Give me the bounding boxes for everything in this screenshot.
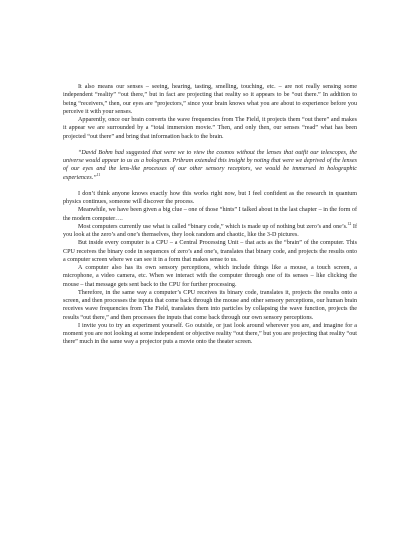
document-page <box>63 83 357 347</box>
footnote-marker: 11 <box>96 172 101 177</box>
paragraph-experiment: I invite you to try an experiment yourself. Go outside, or just look around wherever you are, and imagine for a moment you are not looking at some independent or objective reality “out there,” but you are projecting that reality “out there” much in the same way a projector puts a movie onto the theater screen. <box>63 322 357 346</box>
quote-text: “David Bohm had suggested that were we to view the cosmos without the lenses that outfit our telescopes, the universe would appear to us as a hologram. Pribram extended this insight by noting that were we deprived of the lenses of our eyes and the lens-like processes of our other sensory receptors, we would be immersed in holographic experiences.” <box>63 149 357 181</box>
binary-code-text-before: Most computers currently use what is called “binary code,” which is made up of nothing but zero’s and one’s. <box>78 223 348 230</box>
footnote-marker: 12 <box>347 221 352 226</box>
paragraph-brain-analogy: Therefore, in the same way a computer’s CPU receives its binary code, translates it, projects the results onto a screen, and then processes the inputs that come back through the mouse and other sensory perceptions, our human brain receives wave frequencies from The Field, translates them into particles by collapsing the wave function, projects the results “out there,” and then processes the inputs that come back through our own sensory perceptions. <box>63 289 357 321</box>
binary-code-text-after: If you look at the zero’s and one’s themselves, they look random and chaotic, like the 3-D pictures. <box>63 223 357 238</box>
paragraph-big-clue: Meanwhile, we have been given a big clue – one of those “hints” I talked about in the last chapter – in the form of the modern computer…. <box>63 207 357 222</box>
paragraph-cpu: But inside every computer is a CPU – a Central Processing Unit – that acts as the “brain” of the computer. This CPU receives the binary code in sequences of zero’s and one’s, translates that binary code, and projects the results onto a computer screen where we can see it in a form that makes sense to us. <box>63 240 357 263</box>
paragraph-total-immersion-movie: Apparently, once our brain converts the wave frequencies from The Field, it projects them “out there” and makes it appear we are surrounded by a “total immersion movie.” Then, and only then, our senses “read” what has been projected “out there” and bring that information back to the brain. <box>63 117 357 140</box>
paragraph-sensory-perceptions: A computer also has its own sensory perceptions, which include things like a mouse, a touch screen, a microphone, a video camera, etc. When we interact with the computer through one of its senses – like clicking the mouse – that message gets sent back to the CPU for further processing. <box>63 265 357 288</box>
paragraph-binary-code <box>63 223 357 240</box>
paragraph-quantum-physics: I don’t think anyone knows exactly how this works right now, but I feel confident as the research in quantum physics continues, someone will discover the process. <box>63 190 357 205</box>
paragraph-senses-projecting: It also means our senses – seeing, hearing, tasting, smelling, touching, etc. – are not really sensing some independent “reality” “out there,” but in fact are projecting that reality so it appears to be “out there.” In addition to being “receivers,” then, our eyes are “projectors,” since your brain knows what you are about to experience before you perceive it with your senses. <box>63 84 357 115</box>
block-quote-bohm-pribram <box>63 149 357 182</box>
